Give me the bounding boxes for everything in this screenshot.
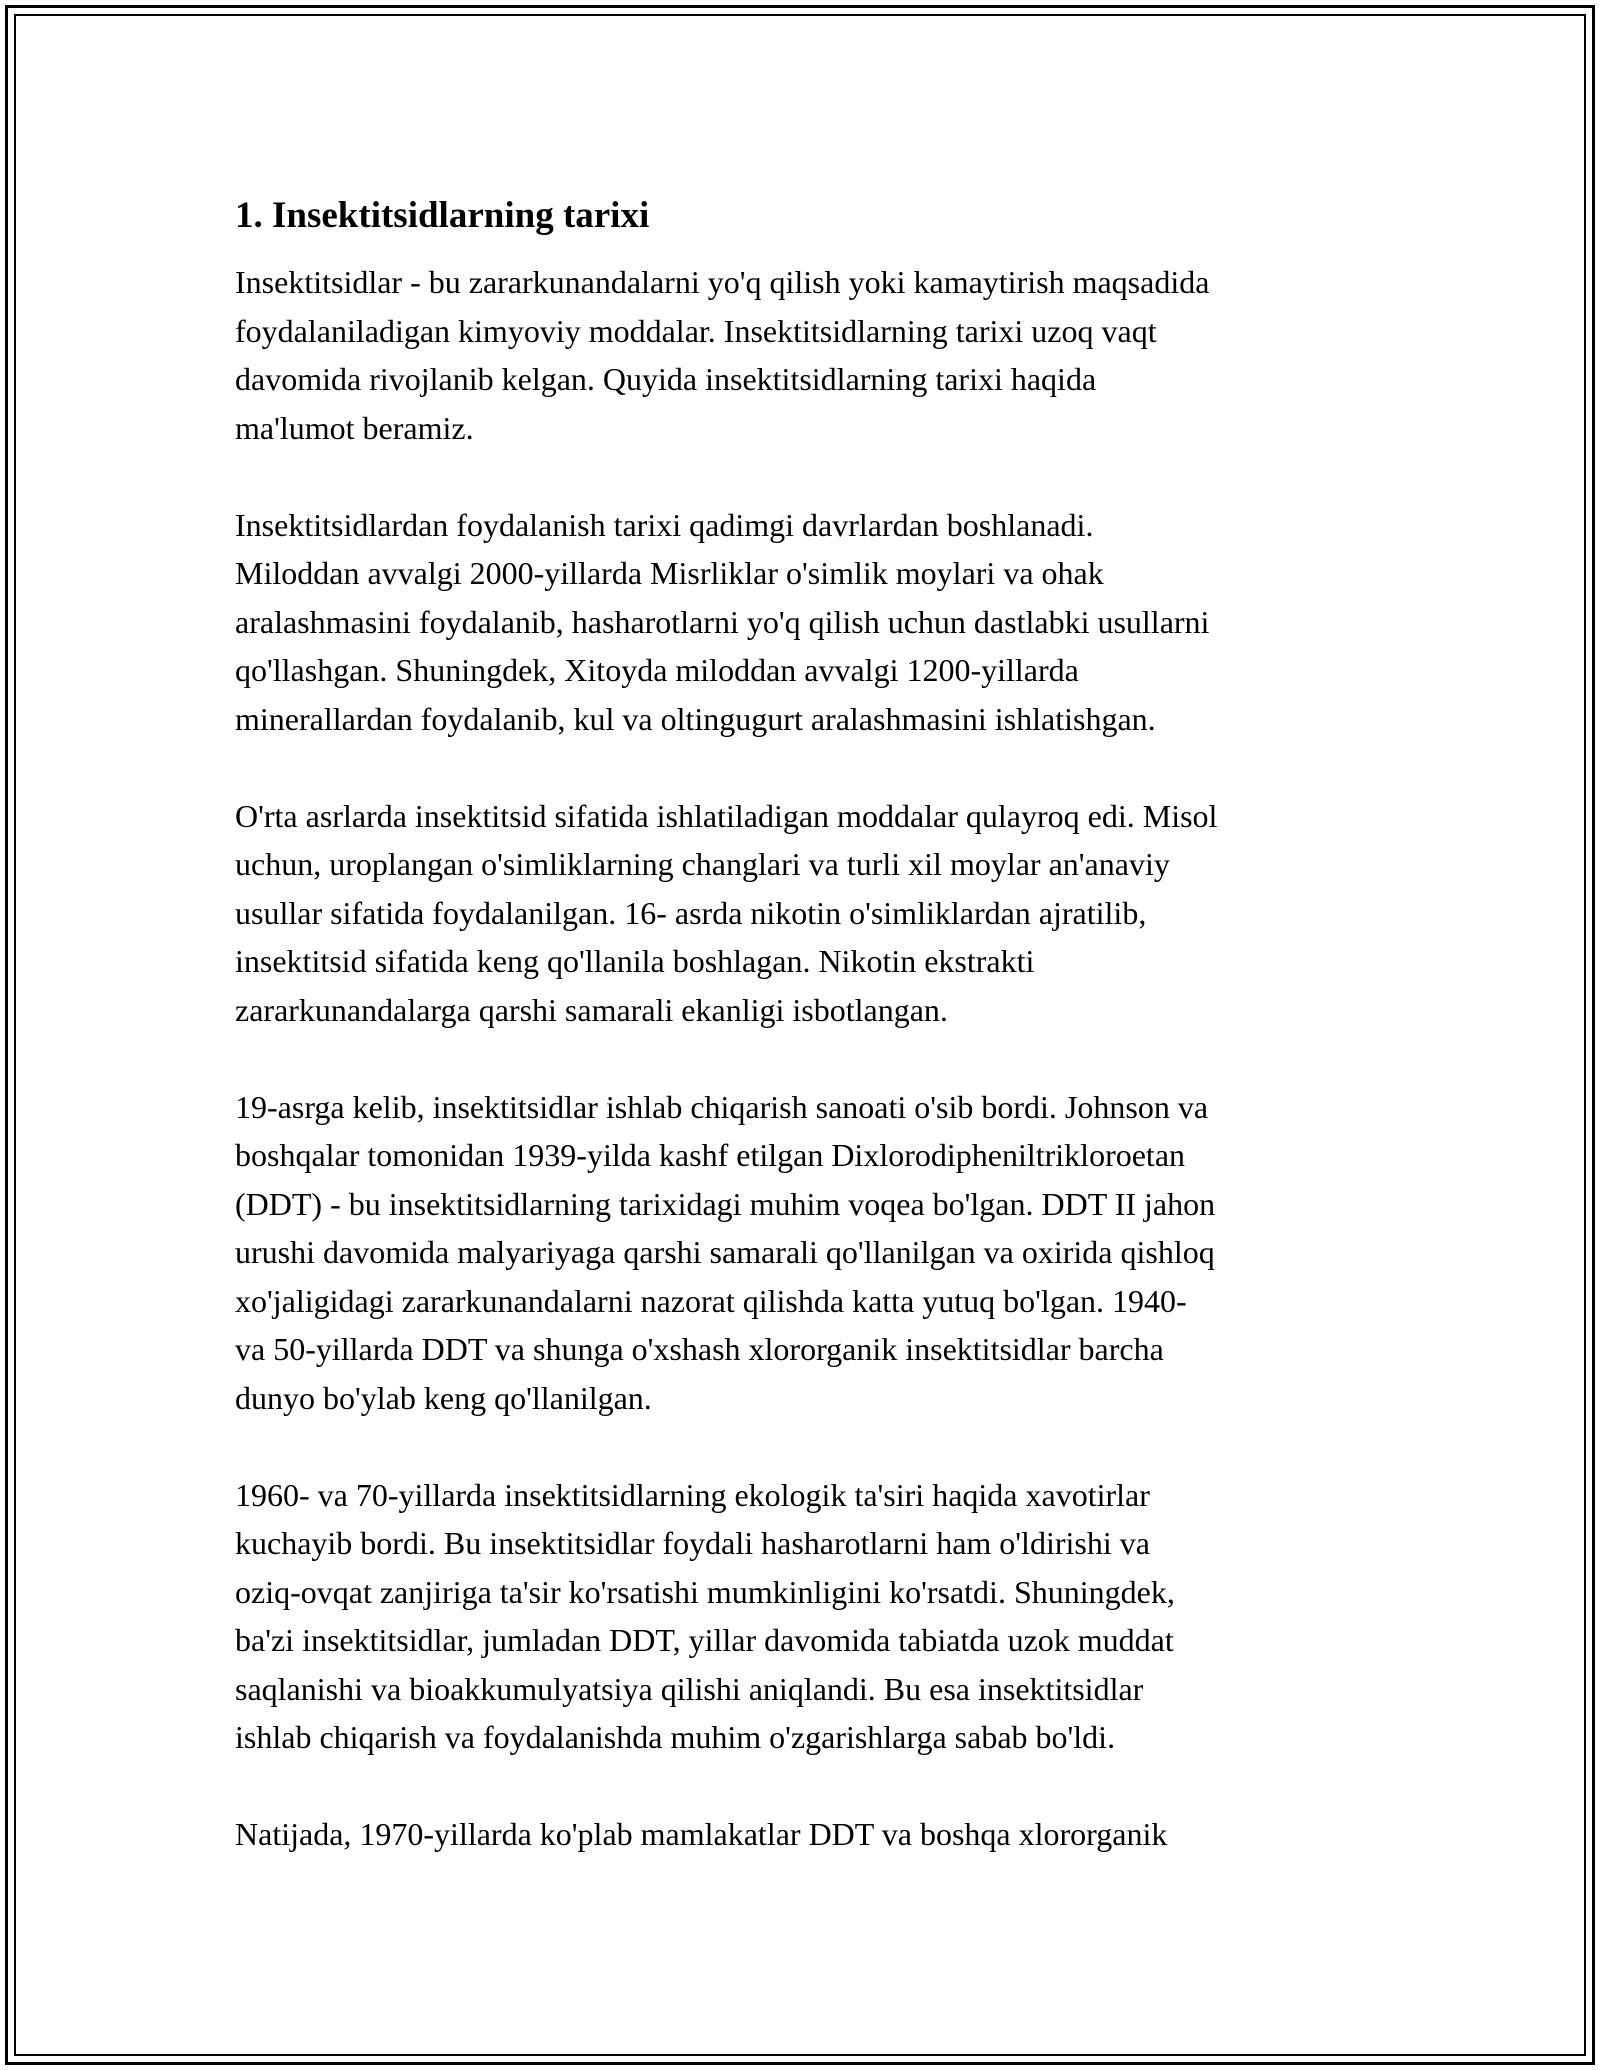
document-body bbox=[235, 188, 1385, 1907]
paragraph-ancient-history: Insektitsidlardan foydalanish tarixi qadimgi davrlardan boshlanadi. Miloddan avvalgi 2000-yillarda Misrliklar o'simlik moylari va ohak aralashmasini foydalanib, hasharotlarni yo'q qilish uchun dastlabki usullarni qo'llashgan. Shuningdek, Xitoyda miloddan avvalgi 1200-yillarda minerallardan foydalanib, kul va oltingugurt aralashmasini ishlatishgan. bbox=[235, 506, 1210, 737]
paragraph-consequences: Natijada, 1970-yillarda ko'plab mamlakatlar DDT va boshqa xlororganik bbox=[235, 1816, 1168, 1852]
section-heading: 1. Insektitsidlarning tarixi bbox=[235, 195, 650, 236]
paragraph-middle-ages: O'rta asrlarda insektitsid sifatida ishlatiladigan moddalar qulayroq edi. Misol uchun, uroplangan o'simliklarning changlari va turli xil moylar an'anaviy usullar sifatida foydalanilgan. 16- asrda nikotin o'simliklardan ajratilib, insektitsid sifatida keng qo'llanila boshlagan. Nikotin ekstrakti zararkunandalarga qarshi samarali ekanligi isbotlangan. bbox=[235, 797, 1218, 1028]
paragraph-ecological-concerns: 1960- va 70-yillarda insektitsidlarning ekologik ta'siri haqida xavotirlar kuchayib bordi. Bu insektitsidlar foydali hasharotlarni ham o'ldirishi va oziq-ovqat zanjiriga ta'sir ko'rsatishi mumkinligini ko'rsatdi. Shuningdek, ba'zi insektitsidlar, jumladan DDT, yillar davomida tabiatda uzok muddat saqlanishi va bioakkumulyatsiya qilishi aniqlandi. Bu esa insektitsidlar ishlab chiqarish va foydalanishda muhim o'zgarishlarga sabab bo'ldi. bbox=[235, 1476, 1175, 1755]
paragraph-intro: Insektitsidlar - bu zararkunandalarni yo'q qilish yoki kamaytirish maqsadida foydalaniladigan kimyoviy moddalar. Insektitsidlarning tarixi uzoq vaqt davomida rivojlanib kelgan. Quyida insektitsidlarning tarixi haqida ma'lumot beramiz. bbox=[235, 264, 1210, 446]
paragraph-ddt-era: 19-asrga kelib, insektitsidlar ishlab chiqarish sanoati o'sib bordi. Johnson va boshqalar tomonidan 1939-yilda kashf etilgan Dixlorodipheniltrikloroetan (DDT) - bu insektitsidlarning tarixidagi muhim voqea bo'lgan. DDT II jahon urushi davomida malyariyaga qarshi samarali qo'llanilgan va oxirida qishloq xo'jaligidagi zararkunandalarni nazorat qilishda katta yutuq bo'lgan. 1940- va 50-yillarda DDT va shunga o'xshash xlororganik insektitsidlar barcha dunyo bo'ylab keng qo'llanilgan. bbox=[235, 1088, 1216, 1416]
